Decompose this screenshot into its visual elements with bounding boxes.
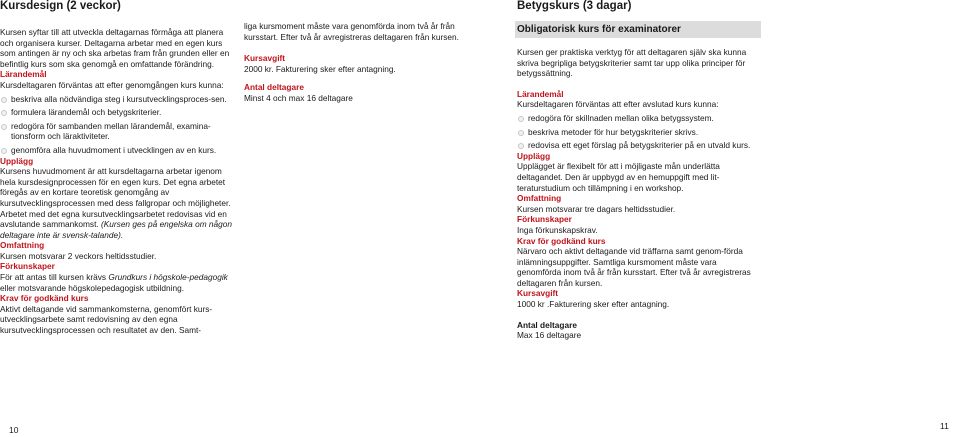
right-omfattning-heading: Omfattning <box>517 193 562 204</box>
left-page-number: 10 <box>9 425 19 435</box>
left-krav-heading: Krav för godkänd kurs <box>0 293 89 304</box>
left-intro: Kursen syftar till att utveckla deltagarnas förmåga att planera och organisera kurser. Deltagarna arbetar med en egen kurs som antingen är ny och ska arbetas fram från grunden eller en befintlig kurs som ska genomgå en omfattande förändring. <box>0 27 230 69</box>
right-box-title: Obligatorisk kurs för examinatorer <box>515 21 761 38</box>
left-bullet-list <box>0 94 232 156</box>
right-column <box>517 47 758 341</box>
right-intro: Kursen ger praktiska verktyg för att deltagaren själv ska kunna skriva begripliga betygskriterier samt tar upp olika principer för betygssättning. <box>517 47 747 79</box>
right-larandemal-heading: Lärandemål <box>517 88 564 99</box>
left-forkunskaper-post: eller motsvarande högskolepedagogisk utbildning. <box>0 282 185 293</box>
list-item: redovisa ett eget förslag på betygskriterier på en utvald kurs. <box>517 140 758 151</box>
right-kursavgift-heading: Kursavgift <box>517 288 559 299</box>
right-bullet-list <box>517 113 758 151</box>
right-omfattning-text: Kursen motsvarar tre dagars heltidsstudier. <box>517 203 676 214</box>
left-larandemal-text: Kursdeltagaren förväntas att efter genomgången kurs kunna: <box>0 79 224 90</box>
left-upplagg-body: Kursens huvudmoment är att kursdeltagarna arbetar igenom hela kursdesignprocessen för en egen kurs. Det egna arbetet föregås av en kortare teoretisk genomgång av kursutvecklingsprocessen med dess fallgropar och möjligheter. Arbetet med det egna kursutvecklingsarbetet redovisas vid en avslutande sammankomst. <box>0 166 231 230</box>
middle-kursavgift-heading: Kursavgift <box>244 53 286 64</box>
middle-cont-text: liga kursmoment måste vara genomförda inom två år från kursstart. Efter två år avregistreras deltagaren från kursen. <box>244 21 459 42</box>
right-forkunskaper-text: Inga förkunskapskrav. <box>517 224 598 235</box>
right-krav-text: Närvaro och aktivt deltagande vid träffarna samt genom-förda inlämningsuppgifter. Samtliga kursmoment måste vara genomförda inom två år från kursstart. Efter två år avregistreras deltagaren från kursen. <box>517 246 751 288</box>
list-item: beskriva metoder för hur betygskriterier skrivs. <box>517 127 758 138</box>
middle-column <box>244 21 464 104</box>
left-forkunskaper-text <box>0 272 232 293</box>
left-upplagg-heading: Upplägg <box>0 155 34 166</box>
list-item: formulera lärandemål och betygskriterier. <box>0 107 232 118</box>
list-item: redogöra för sambanden mellan lärandemål, examina-tionsform och läraktiviteter. <box>0 121 232 142</box>
right-krav-heading: Krav för godkänd kurs <box>517 235 606 246</box>
right-upplagg-heading: Upplägg <box>517 150 551 161</box>
left-krav-text: Aktivt deltagande vid sammankomsterna, genomfört kurs-utvecklingsarbete samt redovisning av den egna kursutvecklingsprocessen och resultatet av den. Samt- <box>0 303 213 336</box>
left-omfattning-heading: Omfattning <box>0 240 45 251</box>
right-kursavgift-text: 1000 kr .Fakturering sker efter antagning. <box>517 299 670 310</box>
middle-antal-text: Minst 4 och max 16 deltagare <box>244 92 353 103</box>
right-antal-text: Max 16 deltagare <box>517 330 582 341</box>
list-item: redogöra för skillnaden mellan olika betygssystem. <box>517 113 758 124</box>
left-omfattning-text: Kursen motsvarar 2 veckors heltidsstudier. <box>0 250 157 261</box>
right-upplagg-text: Upplägget är flexibelt för att i möjligaste mån underlätta deltagandet. Den är uppbygd av en hemuppgift med lit-teraturstudium och tillämpning i en workshop. <box>517 161 720 193</box>
list-item: beskriva alla nödvändiga steg i kursutvecklingsproces-sen. <box>0 94 232 105</box>
left-column <box>0 27 232 336</box>
middle-kursavgift-text: 2000 kr. Fakturering sker efter antagning. <box>244 63 396 74</box>
list-item: genomföra alla huvudmoment i utvecklingen av en kurs. <box>0 145 232 156</box>
middle-antal-heading: Antal deltagare <box>244 82 304 93</box>
left-upplagg-text <box>0 166 232 240</box>
right-larandemal-text: Kursdeltagaren förväntas att efter avslutad kurs kunna: <box>517 99 719 110</box>
left-forkunskaper-heading: Förkunskaper <box>0 261 55 272</box>
left-page-header: Kursdesign (2 veckor) <box>0 0 121 12</box>
left-upplagg-italic: (Kursen ges på engelska om någon deltagare inte är svensk-talande). <box>0 219 232 240</box>
right-page-header: Betygskurs (3 dagar) <box>517 0 632 12</box>
right-antal-heading: Antal deltagare <box>517 319 577 330</box>
left-forkunskaper-pre: För att antas till kursen krävs <box>0 272 109 283</box>
right-forkunskaper-heading: Förkunskaper <box>517 214 572 225</box>
right-page-number: 11 <box>940 421 949 431</box>
left-forkunskaper-italic: Grundkurs i högskole-pedagogik <box>108 272 228 283</box>
left-larandemal-heading: Lärandemål <box>0 69 47 80</box>
